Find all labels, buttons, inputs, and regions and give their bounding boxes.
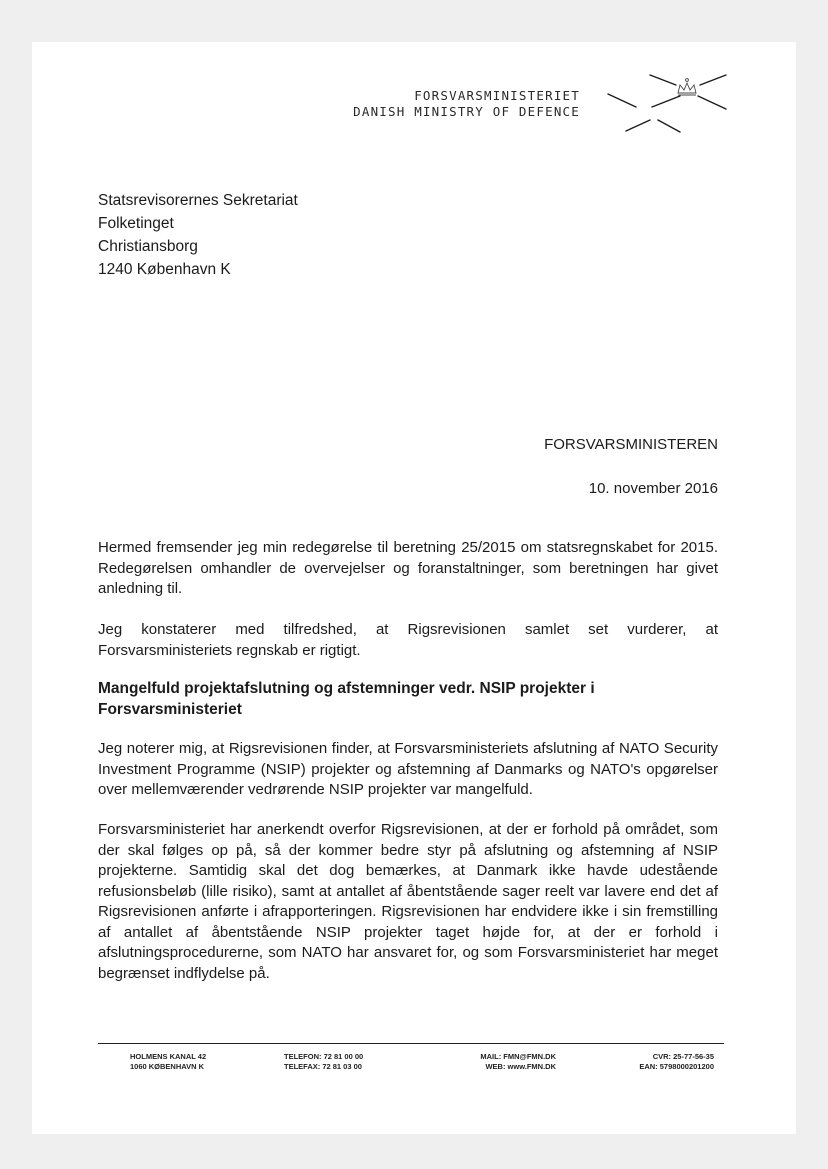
footer-telefax: TELEFAX: 72 81 03 00 — [284, 1062, 362, 1071]
recipient-line: Folketinget — [98, 215, 174, 232]
recipient-line: Christiansborg — [98, 238, 198, 255]
footer-ean: EAN: 5798000201200 — [639, 1062, 714, 1071]
letter-page — [32, 42, 796, 1134]
section-heading: Mangelfuld projektafslutning og afstemninger vedr. NSIP projekter i Forsvarsministeriet — [98, 680, 595, 718]
body-paragraph: Hermed fremsender jeg min redegørelse til beretning 25/2015 om statsregnskabet for 2015. Redegørelsen omhandler de overvejelser og foranstaltninger, som beretningen har givet anledning til. — [98, 539, 718, 597]
footer-address-street: HOLMENS KANAL 42 — [130, 1052, 207, 1061]
footer-address-city: 1060 KØBENHAVN K — [130, 1062, 205, 1071]
letterhead-ministry-name: FORSVARSMINISTERIET — [414, 88, 580, 103]
letter-date: 10. november 2016 — [588, 480, 718, 497]
body-paragraph: Jeg noterer mig, at Rigsrevisionen finder, at Forsvarsministeriets afslutning af NATO Security Investment Programme (NSIP) projekter og afstemning af Danmarks og NATO's opgørelser over mellemværender vedrørende NSIP projekter var mangelfuld. — [98, 740, 718, 798]
letterhead — [353, 88, 580, 120]
footer-phone — [284, 1052, 363, 1072]
body-paragraph: Jeg konstaterer med tilfredshed, at Rigsrevisionen samlet set vurderer, at Forsvarsministeriets regnskab er rigtigt. — [98, 621, 718, 659]
footer-address — [130, 1052, 206, 1072]
footer-telephone: TELEFON: 72 81 00 00 — [284, 1052, 364, 1061]
footer-web[interactable]: WEB: www.FMN.DK — [485, 1062, 556, 1071]
crown-logo-icon — [598, 71, 728, 143]
footer-mail[interactable]: MAIL: FMN@FMN.DK — [480, 1052, 556, 1061]
footer-registration — [628, 1052, 714, 1072]
recipient-line: 1240 København K — [98, 261, 231, 278]
footer-divider — [98, 1043, 724, 1044]
sender-title: FORSVARSMINISTEREN — [544, 436, 718, 453]
recipient-address — [98, 189, 298, 281]
letterhead-ministry-name-english: DANISH MINISTRY OF DEFENCE — [353, 104, 580, 119]
footer-cvr: CVR: 25-77-56-35 — [652, 1052, 714, 1061]
body-paragraph: Forsvarsministeriet har anerkendt overfor Rigsrevisionen, at der er forhold på området, som der skal følges op på, så der kommer bedre styr på afslutning og afstemning af NSIP projekterne. Samtidig skal det dog bemærkes, at Danmark ikke havde udestående refusionsbeløb (lille risiko), samt at antallet af åbentstående sager reelt var lavere end det af Rigsrevisionen anførte i afrapporteringen. Rigsrevisionen har endvidere ikke i sin fremstilling af antallet af åbentstående NSIP projekter taget højde for, at der er forhold i afslutningsprocedurerne, som NATO har ansvaret for, og som Forsvarsministeriet har meget begrænset indflydelse på. — [98, 821, 718, 982]
recipient-line: Statsrevisorernes Sekretariat — [98, 192, 298, 209]
footer-contact — [474, 1052, 556, 1072]
